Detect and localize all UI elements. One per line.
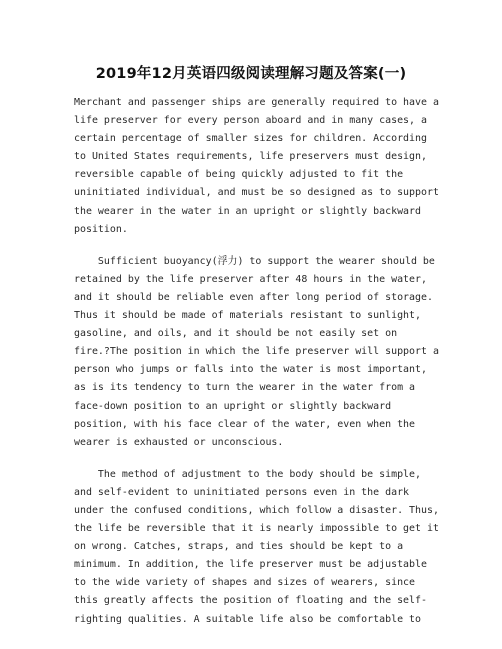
text-line: to the wide variety of shapes and sizes of wearers, since (74, 577, 416, 589)
text-line: righting qualities. A suitable life also be comfortable to (74, 613, 422, 625)
text-line: to United States requirements, life preservers must design, (74, 151, 427, 163)
text-line: and self-evident to uninitiated persons even in the dark (74, 486, 410, 498)
text-line: uninitiated individual, and must be so designed as to support (74, 187, 439, 199)
text-line: on wrong. Catches, straps, and ties should be kept to a (74, 541, 404, 553)
text-line: under the confused conditions, which follow a disaster. Thus, (74, 504, 439, 516)
text-line: person who jumps or falls into the water is most important, (74, 364, 427, 376)
text-line: reversible capable of being quickly adjusted to fit the (74, 169, 404, 181)
paragraph-3 (74, 466, 439, 629)
text-line: face-down position to an upright or slightly backward (74, 400, 392, 412)
text-line: fire.?The position in which the life preserver will support a (74, 346, 439, 358)
document-body (74, 94, 439, 643)
document-title: 2019年12月英语四级阅读理解习题及答案(一) (95, 66, 407, 82)
text-line: life preserver for every person aboard and in many cases, a (74, 115, 427, 127)
text-line: wearer is exhausted or unconscious. (74, 436, 284, 448)
paragraph-1 (74, 94, 439, 239)
text-line: position. (74, 223, 128, 235)
text-line: minimum. In addition, the life preserver must be adjustable (74, 559, 427, 571)
text-line: retained by the life preserver after 48 hours in the water, (74, 273, 427, 285)
text-line: Merchant and passenger ships are generally required to have a (74, 97, 439, 108)
text-line: Sufficient buoyancy(浮力) to support the wearer should be (74, 255, 435, 267)
text-line: Thus it should be made of materials resistant to sunlight, (74, 310, 422, 322)
text-line: the life be reversible that it is nearly impossible to get it (74, 523, 439, 535)
text-line: and it should be reliable even after long period of storage. (74, 291, 433, 303)
text-line: certain percentage of smaller sizes for children. According (74, 133, 427, 145)
text-line: this greatly affects the position of floating and the self- (74, 595, 427, 607)
paragraph-2 (74, 253, 439, 452)
text-line: The method of adjustment to the body should be simple, (74, 468, 422, 480)
text-line: as is its tendency to turn the wearer in the water from a (74, 382, 416, 394)
text-line: the wearer in the water in an upright or slightly backward (74, 205, 422, 217)
text-line: gasoline, and oils, and it should be not easily set on (74, 328, 398, 340)
text-line: position, with his face clear of the water, even when the (74, 418, 416, 430)
